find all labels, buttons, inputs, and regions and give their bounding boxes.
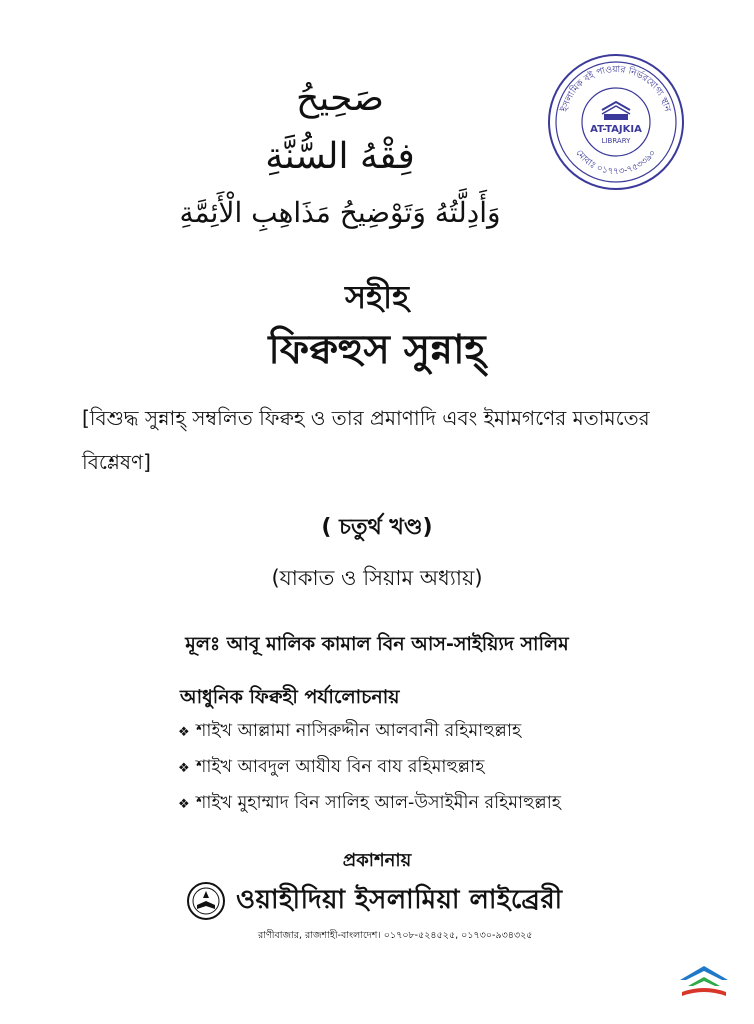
bullet-icon: ❖	[178, 760, 190, 776]
publisher-address: রাণীবাজার, রাজশাহী-বাংলাদেশ। ০১৭০৮-৫২৪৫২৫, ০১৭৩০-৯৩৪৩২৫	[258, 930, 533, 941]
bullet-icon: ❖	[178, 796, 190, 812]
stamp-bottom-text: মোবাঃ ০১৭৭৩-৭৫৩৩৯০	[573, 148, 659, 178]
arabic-title-line2: فِقْهُ السُّنَّةِ	[265, 136, 415, 177]
library-stamp	[546, 52, 686, 192]
author-line: মূলঃ আবূ মালিক কামাল বিন আস-সাইয়্যিদ সালিম	[185, 633, 569, 655]
list-item	[178, 786, 561, 822]
reviewer-name: শাইখ আল্লামা নাসিরুদ্দীন আলবানী রহিমাহুল্লাহ	[196, 720, 522, 741]
stamp-name: AT-TAJKIA	[590, 124, 642, 135]
publisher-name: ওয়াহীদিয়া ইসলামিয়া লাইব্রেরী	[236, 885, 563, 915]
review-heading: আধুনিক ফিক্বহী পর্যালোচনায়	[180, 686, 400, 708]
bullet-icon: ❖	[178, 724, 190, 740]
book-icon	[602, 102, 630, 120]
arabic-title-line1: صَحِيحُ	[296, 78, 384, 119]
watermark-logo-icon	[676, 962, 732, 1002]
reviewer-name: শাইখ মুহাম্মাদ বিন সালিহ আল-উসাইমীন রহিমাহুল্লাহ	[196, 792, 561, 813]
stamp-sub: LIBRARY	[601, 137, 631, 145]
list-item	[178, 714, 561, 750]
stamp-top-text: ইসলামিক বই পাওয়ার নির্ভরযোগ্য স্থান	[560, 65, 672, 113]
book-subtitle: [বিশুদ্ধ সুন্নাহ্ সম্বলিত ফিক্বহ ও তার প্রমাণাদি এবং ইমামগণের মতামতের বিশ্লেষণ]	[82, 406, 650, 474]
svg-text:মোবাঃ ০১৭৭৩-৭৫৩৩৯০	[574, 148, 659, 177]
reviewer-list	[178, 714, 561, 822]
bengali-title-line2: ফিক্বহুস সুন্নাহ্	[268, 327, 486, 373]
reviewer-name: শাইখ আবদুল আযীয বিন বায রহিমাহুল্লাহ	[196, 756, 485, 777]
publisher-logo-icon	[186, 881, 226, 921]
arabic-title-line3: وَأَدِلَّتُهُ وَتَوْضِيحُ مَذَاهِبِ الْأَئِمَّةِ	[179, 196, 501, 229]
volume-label: ( চতুর্থ খণ্ড)	[321, 515, 433, 540]
publisher-block	[186, 878, 563, 924]
list-item	[178, 750, 561, 786]
chapter-label: (যাকাত ও সিয়াম অধ্যায়)	[271, 566, 483, 590]
bengali-title-line1: সহীহ	[345, 278, 409, 316]
publisher-label: প্রকাশনায়	[342, 850, 412, 871]
